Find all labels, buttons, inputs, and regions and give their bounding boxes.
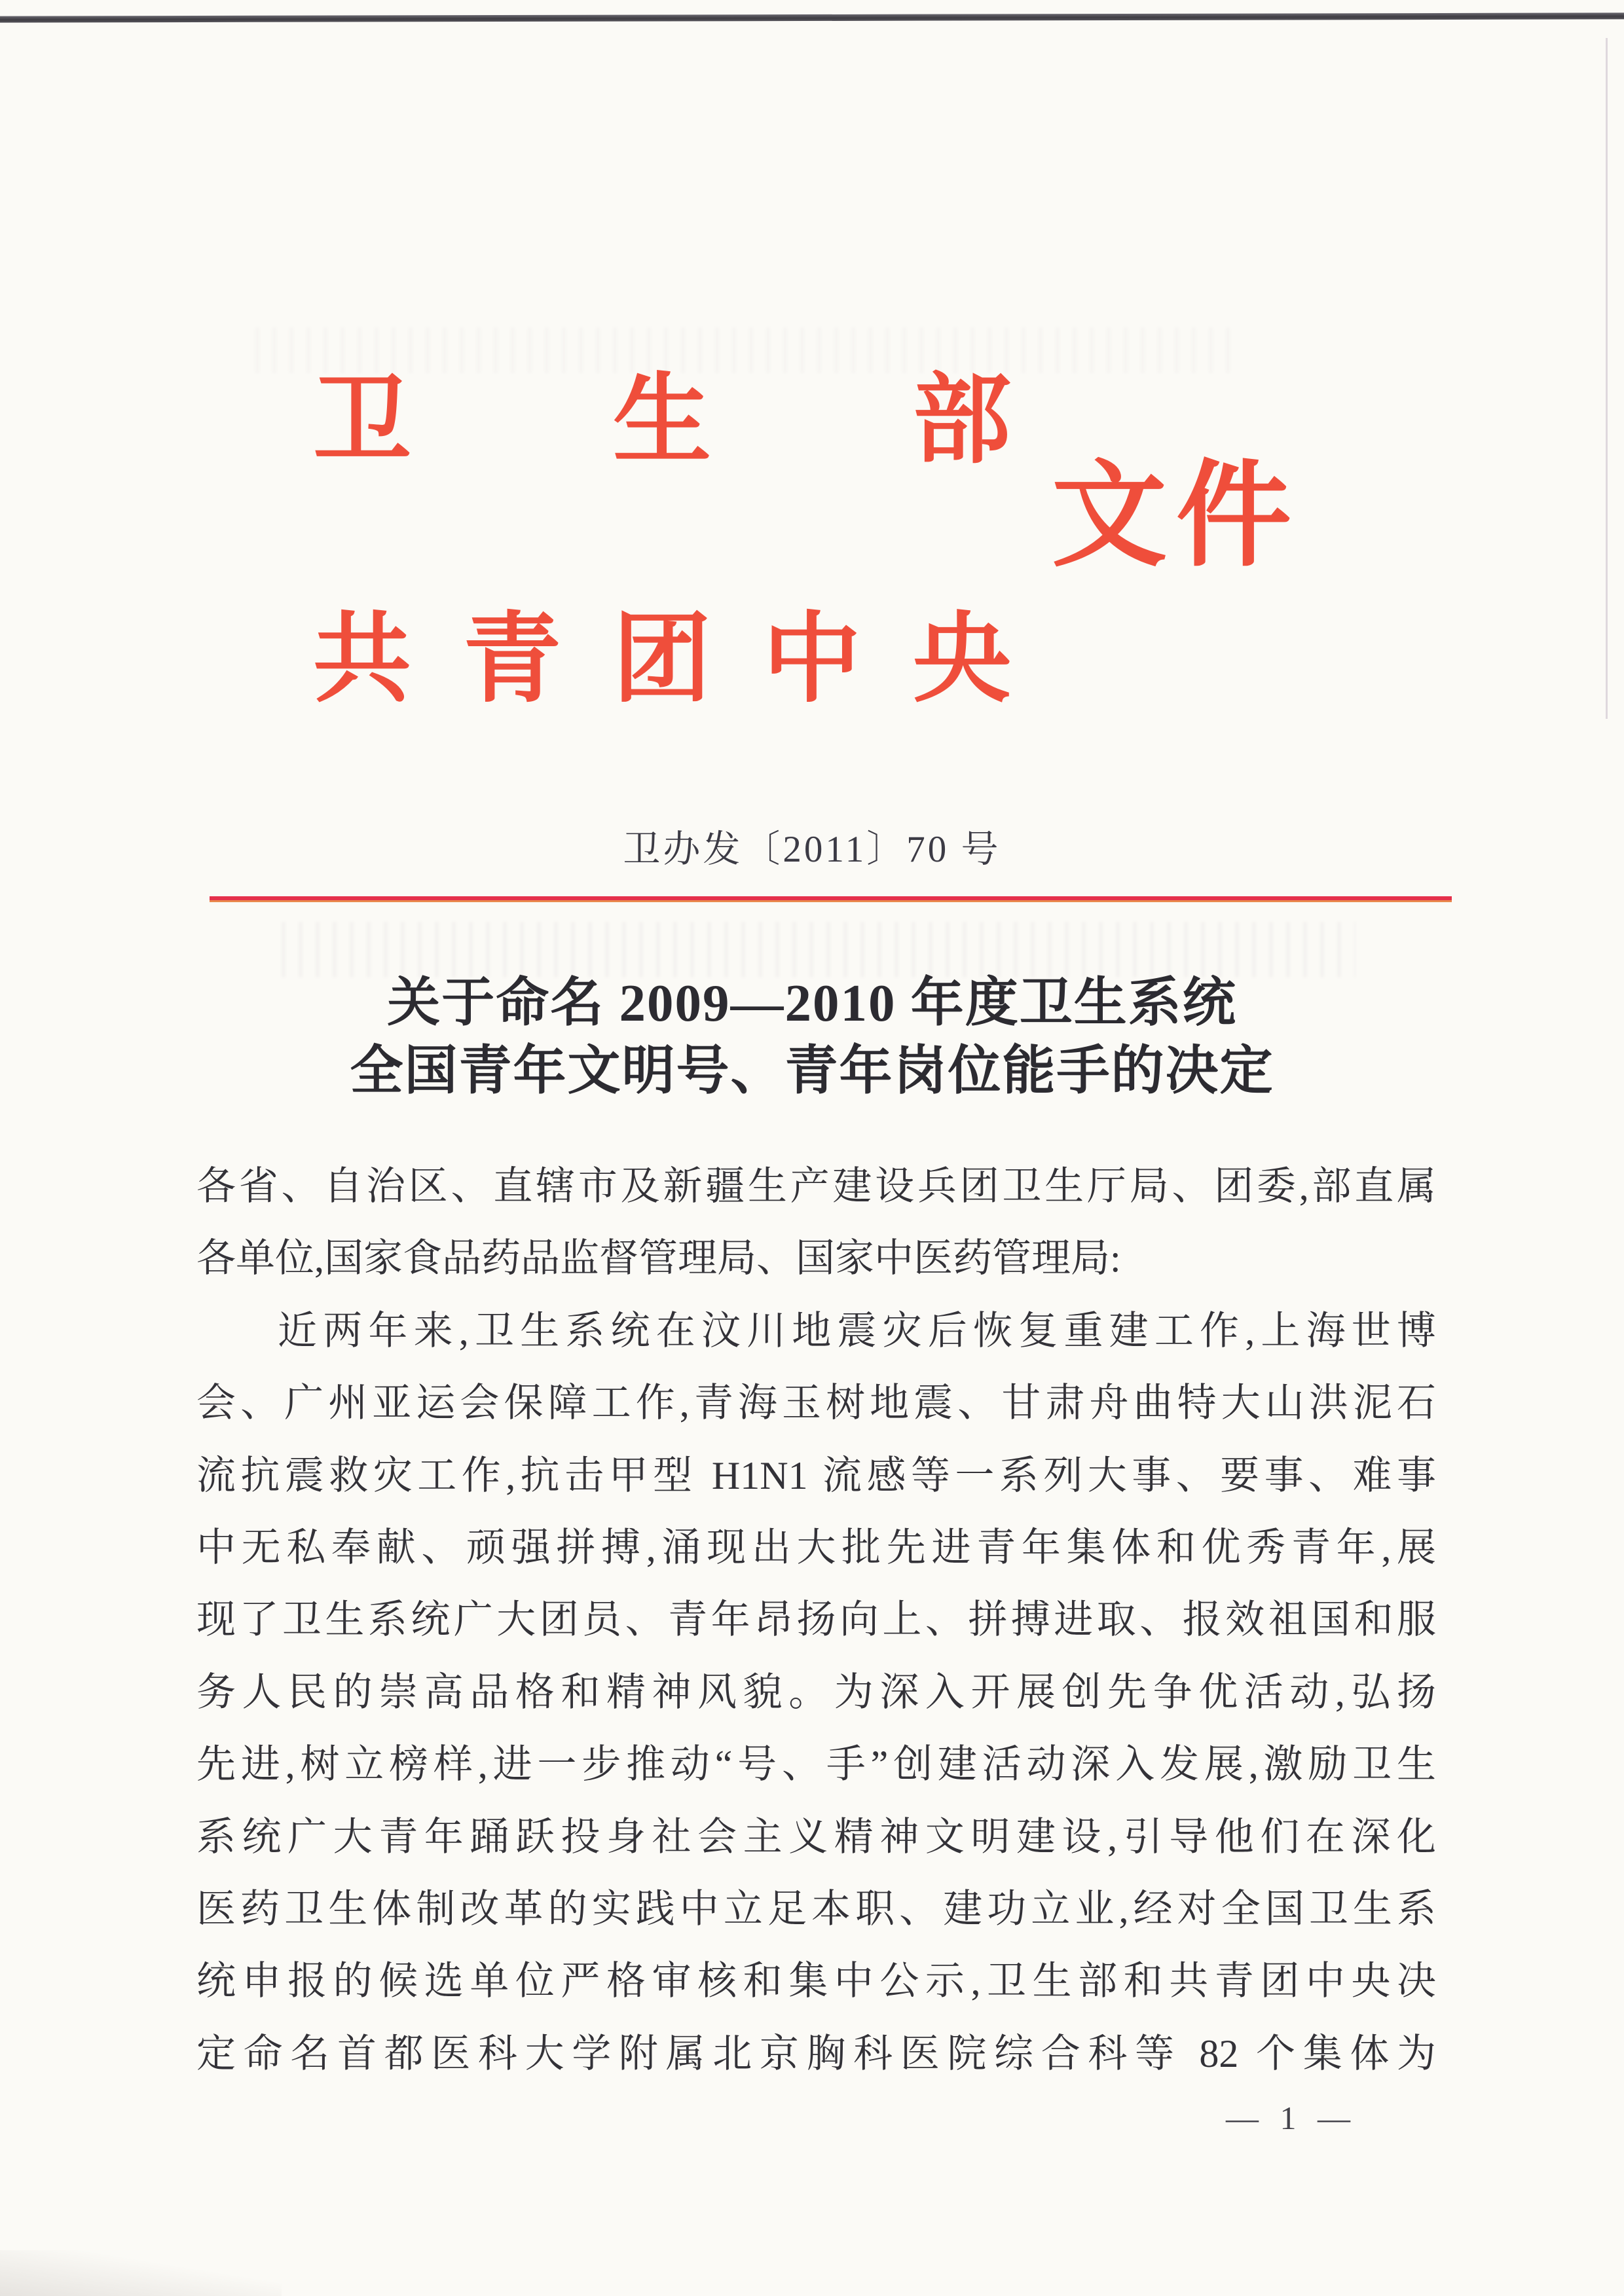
letterhead-agency-top: 卫生部: [313, 367, 1011, 475]
body-line: 会、广州亚运会保障工作,青海玉树地震、甘肃舟曲特大山洪泥石: [196, 1381, 1436, 1425]
document-body: [196, 1150, 1436, 2090]
scan-top-edge-artifact: [0, 12, 1624, 22]
title-line-2: 全国青年文明号、青年岗位能手的决定: [350, 1042, 1274, 1101]
title-line-1: 关于命名 2009—2010 年度卫生系统: [387, 974, 1237, 1032]
body-line: 中无私奉献、顽强拼搏,涌现出大批先进青年集体和优秀青年,展: [196, 1526, 1436, 1570]
scan-corner-shadow: [0, 2250, 282, 2296]
body-line: 现了卫生系统广大团员、青年昂扬向上、拼搏进取、报效祖国和服: [196, 1598, 1436, 1642]
red-divider-line: [210, 896, 1452, 902]
body-line: 流抗震救灾工作,抗击甲型 H1N1 流感等一系列大事、要事、难事: [196, 1453, 1436, 1497]
body-line: 近两年来,卫生系统在汶川地震灾后恢复重建工作,上海世博: [278, 1309, 1436, 1353]
body-line: 系统广大青年踊跃投身社会主义精神文明建设,引导他们在深化: [196, 1815, 1436, 1859]
page-number: — 1 —: [1226, 2100, 1357, 2136]
document-reference-number: 卫办发〔2011〕70 号: [623, 829, 1001, 870]
body-line: 务人民的崇高品格和精神风貌。为深入开展创先争优活动,弘扬: [196, 1670, 1436, 1714]
body-line: 先进,树立榜样,进一步推动“号、手”创建活动深入发展,激励卫生: [196, 1743, 1436, 1787]
document-title: [0, 969, 1624, 1105]
body-line: 各单位,国家食品药品监督管理局、国家中医药管理局:: [196, 1237, 1121, 1281]
body-line: 统申报的候选单位严格审核和集中公示,卫生部和共青团中央决: [196, 1959, 1436, 2003]
letterhead-document-type-label: 文件: [1052, 453, 1301, 581]
scan-right-crease-artifact: [1606, 38, 1608, 719]
body-line: 医药卫生体制改革的实践中立足本职、建功立业,经对全国卫生系: [196, 1887, 1436, 1931]
body-line: 定命名首都医科大学附属北京胸科医院综合科等 82 个集体为: [196, 2032, 1436, 2075]
letterhead-agency-bottom: 共青团中央: [313, 606, 1011, 714]
body-line: 各省、自治区、直辖市及新疆生产建设兵团卫生厅局、团委,部直属: [196, 1165, 1436, 1208]
